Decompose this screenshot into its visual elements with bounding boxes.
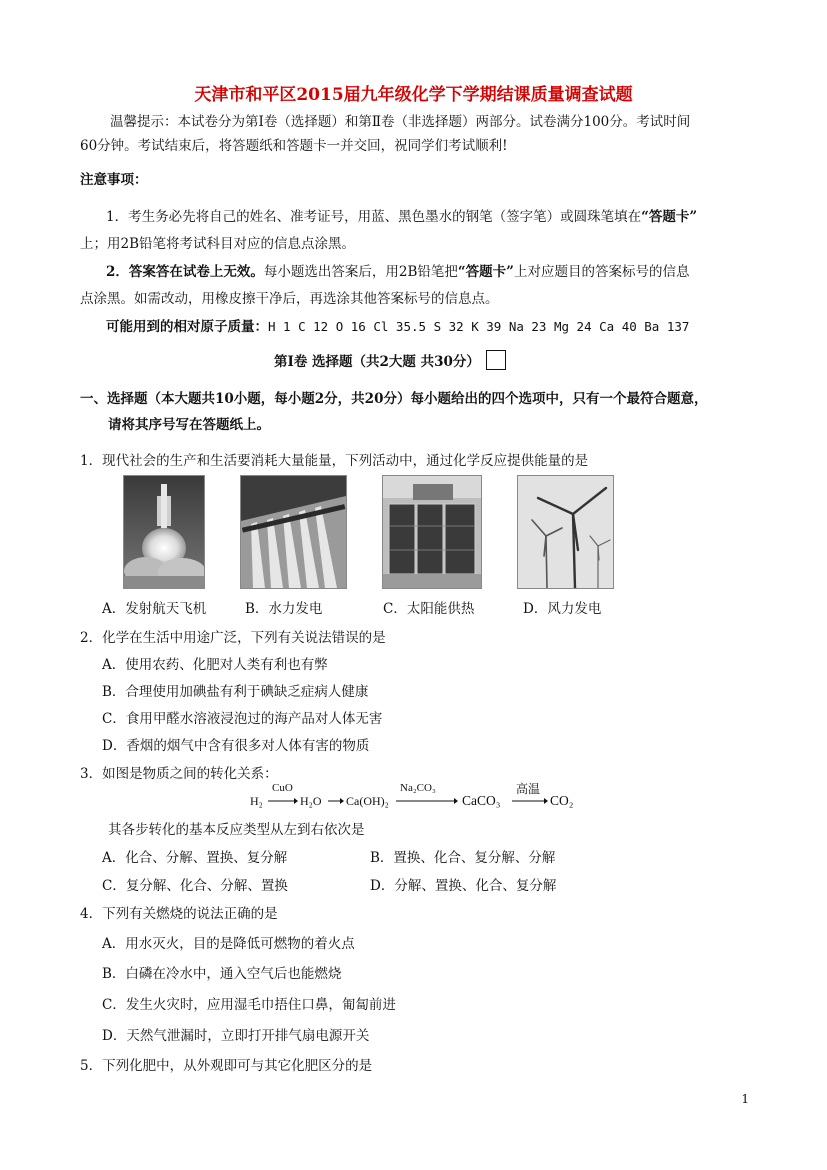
score-box: [486, 350, 506, 370]
question-3-option-c: C．复分解、化合、分解、置换: [102, 878, 288, 894]
hydroelectric-dam-image: [240, 475, 347, 589]
formula-h2: H₂: [250, 794, 263, 808]
section-1-heading: [274, 350, 506, 370]
question-2-stem: 2．化学在生活中用途广泛，下列有关说法错误的是: [80, 630, 386, 646]
condition-cuo: CuO: [272, 782, 293, 794]
space-shuttle-launch-image: [123, 475, 205, 589]
question-4-option-a: A．用水灭火，目的是降低可燃物的着火点: [102, 936, 355, 952]
tip-line-1: 温馨提示：本试卷分为第Ⅰ卷（选择题）和第Ⅱ卷（非选择题）两部分。试卷满分100分。考试时间: [110, 114, 691, 130]
question-1-option-d: D．风力发电: [523, 601, 602, 617]
question-3-option-a: A．化合、分解、置换、复分解: [102, 850, 288, 866]
notice-item-2-line-2: 点涂黑。如需改动，用橡皮擦干净后，再选涂其他答案标号的信息点。: [80, 291, 499, 307]
question-3-option-b: B．置换、化合、复分解、分解: [370, 850, 556, 866]
question-4-stem: 4．下列有关燃烧的说法正确的是: [80, 906, 278, 922]
question-1-option-b: B．水力发电: [245, 601, 323, 617]
question-1-option-c: C．太阳能供热: [383, 601, 475, 617]
atomic-mass-line: [106, 315, 689, 335]
notice-item-2-bold-2: “答题卡”: [457, 264, 514, 280]
question-2-option-a: A．使用农药、化肥对人类有利也有弊: [102, 657, 328, 673]
notice-item-1-bold: “答题卡”: [641, 209, 698, 225]
wind-turbines-image: [517, 475, 614, 589]
notice-heading: 注意事项：: [80, 172, 148, 188]
question-2-option-d: D．香烟的烟气中含有很多对人体有害的物质: [102, 738, 370, 754]
question-1-option-a: A．发射航天飞机: [102, 601, 207, 617]
notice-item-1-text: 1．考生务必先将自己的姓名、准考证号，用蓝、黑色墨水的钢笔（签字笔）或圆珠笔填在: [106, 209, 642, 225]
question-3-option-d: D．分解、置换、化合、复分解: [370, 878, 557, 894]
atomic-mass-label: 可能用到的相对原子质量：: [106, 319, 268, 335]
question-1-stem: 1．现代社会的生产和生活要消耗大量能量，下列活动中，通过化学反应提供能量的是: [80, 453, 589, 469]
notice-item-1: [106, 205, 697, 225]
notice-item-1-line-2: 上；用2B铅笔将考试科目对应的信息点涂黑。: [80, 236, 356, 252]
notice-item-2-text-2: 上对应题目的答案标号的信息: [513, 264, 690, 280]
question-5-stem: 5．下列化肥中，从外观即可与其它化肥区分的是: [80, 1058, 373, 1074]
question-2-option-c: C．食用甲醛水溶液浸泡过的海产品对人体无害: [102, 711, 383, 727]
condition-high-temp: 高温: [516, 782, 541, 796]
question-4-option-b: B．白磷在冷水中，通入空气后也能燃烧: [102, 966, 342, 982]
question-4-option-c: C．发生火灾时，应用湿毛巾捂住口鼻，匍匐前进: [102, 997, 396, 1013]
atomic-mass-values: H 1 C 12 O 16 Cl 35.5 S 32 K 39 Na 23 Mg 24 Ca 40 Ba 137: [268, 319, 690, 334]
question-3-stem: 3．如图是物质之间的转化关系：: [80, 766, 278, 782]
formula-h2o: H₂O: [300, 794, 322, 808]
part-1-instructions-line-2: 请将其序号写在答题纸上。: [108, 417, 270, 433]
conversion-equation: [250, 782, 590, 812]
arrow-2-icon: [328, 796, 344, 806]
condition-na2co3: Na₂CO₃: [400, 782, 436, 794]
page-title: 天津市和平区2015届九年级化学下学期结课质量调查试题: [194, 85, 633, 105]
tip-line-2: 60分钟。考试结束后，将答题纸和答题卡一并交回，祝同学们考试顺利!: [80, 138, 508, 154]
section-1-heading-text: 第Ⅰ卷 选择题（共2大题 共30分）: [274, 354, 480, 370]
question-3-sub: 其各步转化的基本反应类型从左到右依次是: [108, 822, 365, 838]
part-1-instructions-line-1: 一、选择题（本大题共10小题，每小题2分，共20分）每小题给出的四个选项中，只有一个最符合题意，: [80, 391, 708, 407]
formula-caco3: CaCO₃: [462, 793, 501, 808]
notice-item-2: [106, 260, 689, 280]
question-4-option-d: D．天然气泄漏时，立即打开排气扇电源开关: [102, 1028, 370, 1044]
arrow-3-icon: [396, 796, 458, 806]
notice-item-2-bold: 2．答案答在试卷上无效。: [106, 264, 264, 280]
formula-ca-oh2: Ca(OH)₂: [346, 794, 389, 808]
page-number: 1: [741, 1092, 749, 1106]
arrow-1-icon: [268, 796, 298, 806]
notice-item-2-text: 每小题选出答案后，用2B铅笔把: [263, 264, 458, 280]
arrow-4-icon: [512, 796, 548, 806]
formula-co2: CO₂: [550, 793, 574, 808]
solar-water-heater-image: [382, 475, 482, 589]
question-2-option-b: B．合理使用加碘盐有利于碘缺乏症病人健康: [102, 684, 369, 700]
